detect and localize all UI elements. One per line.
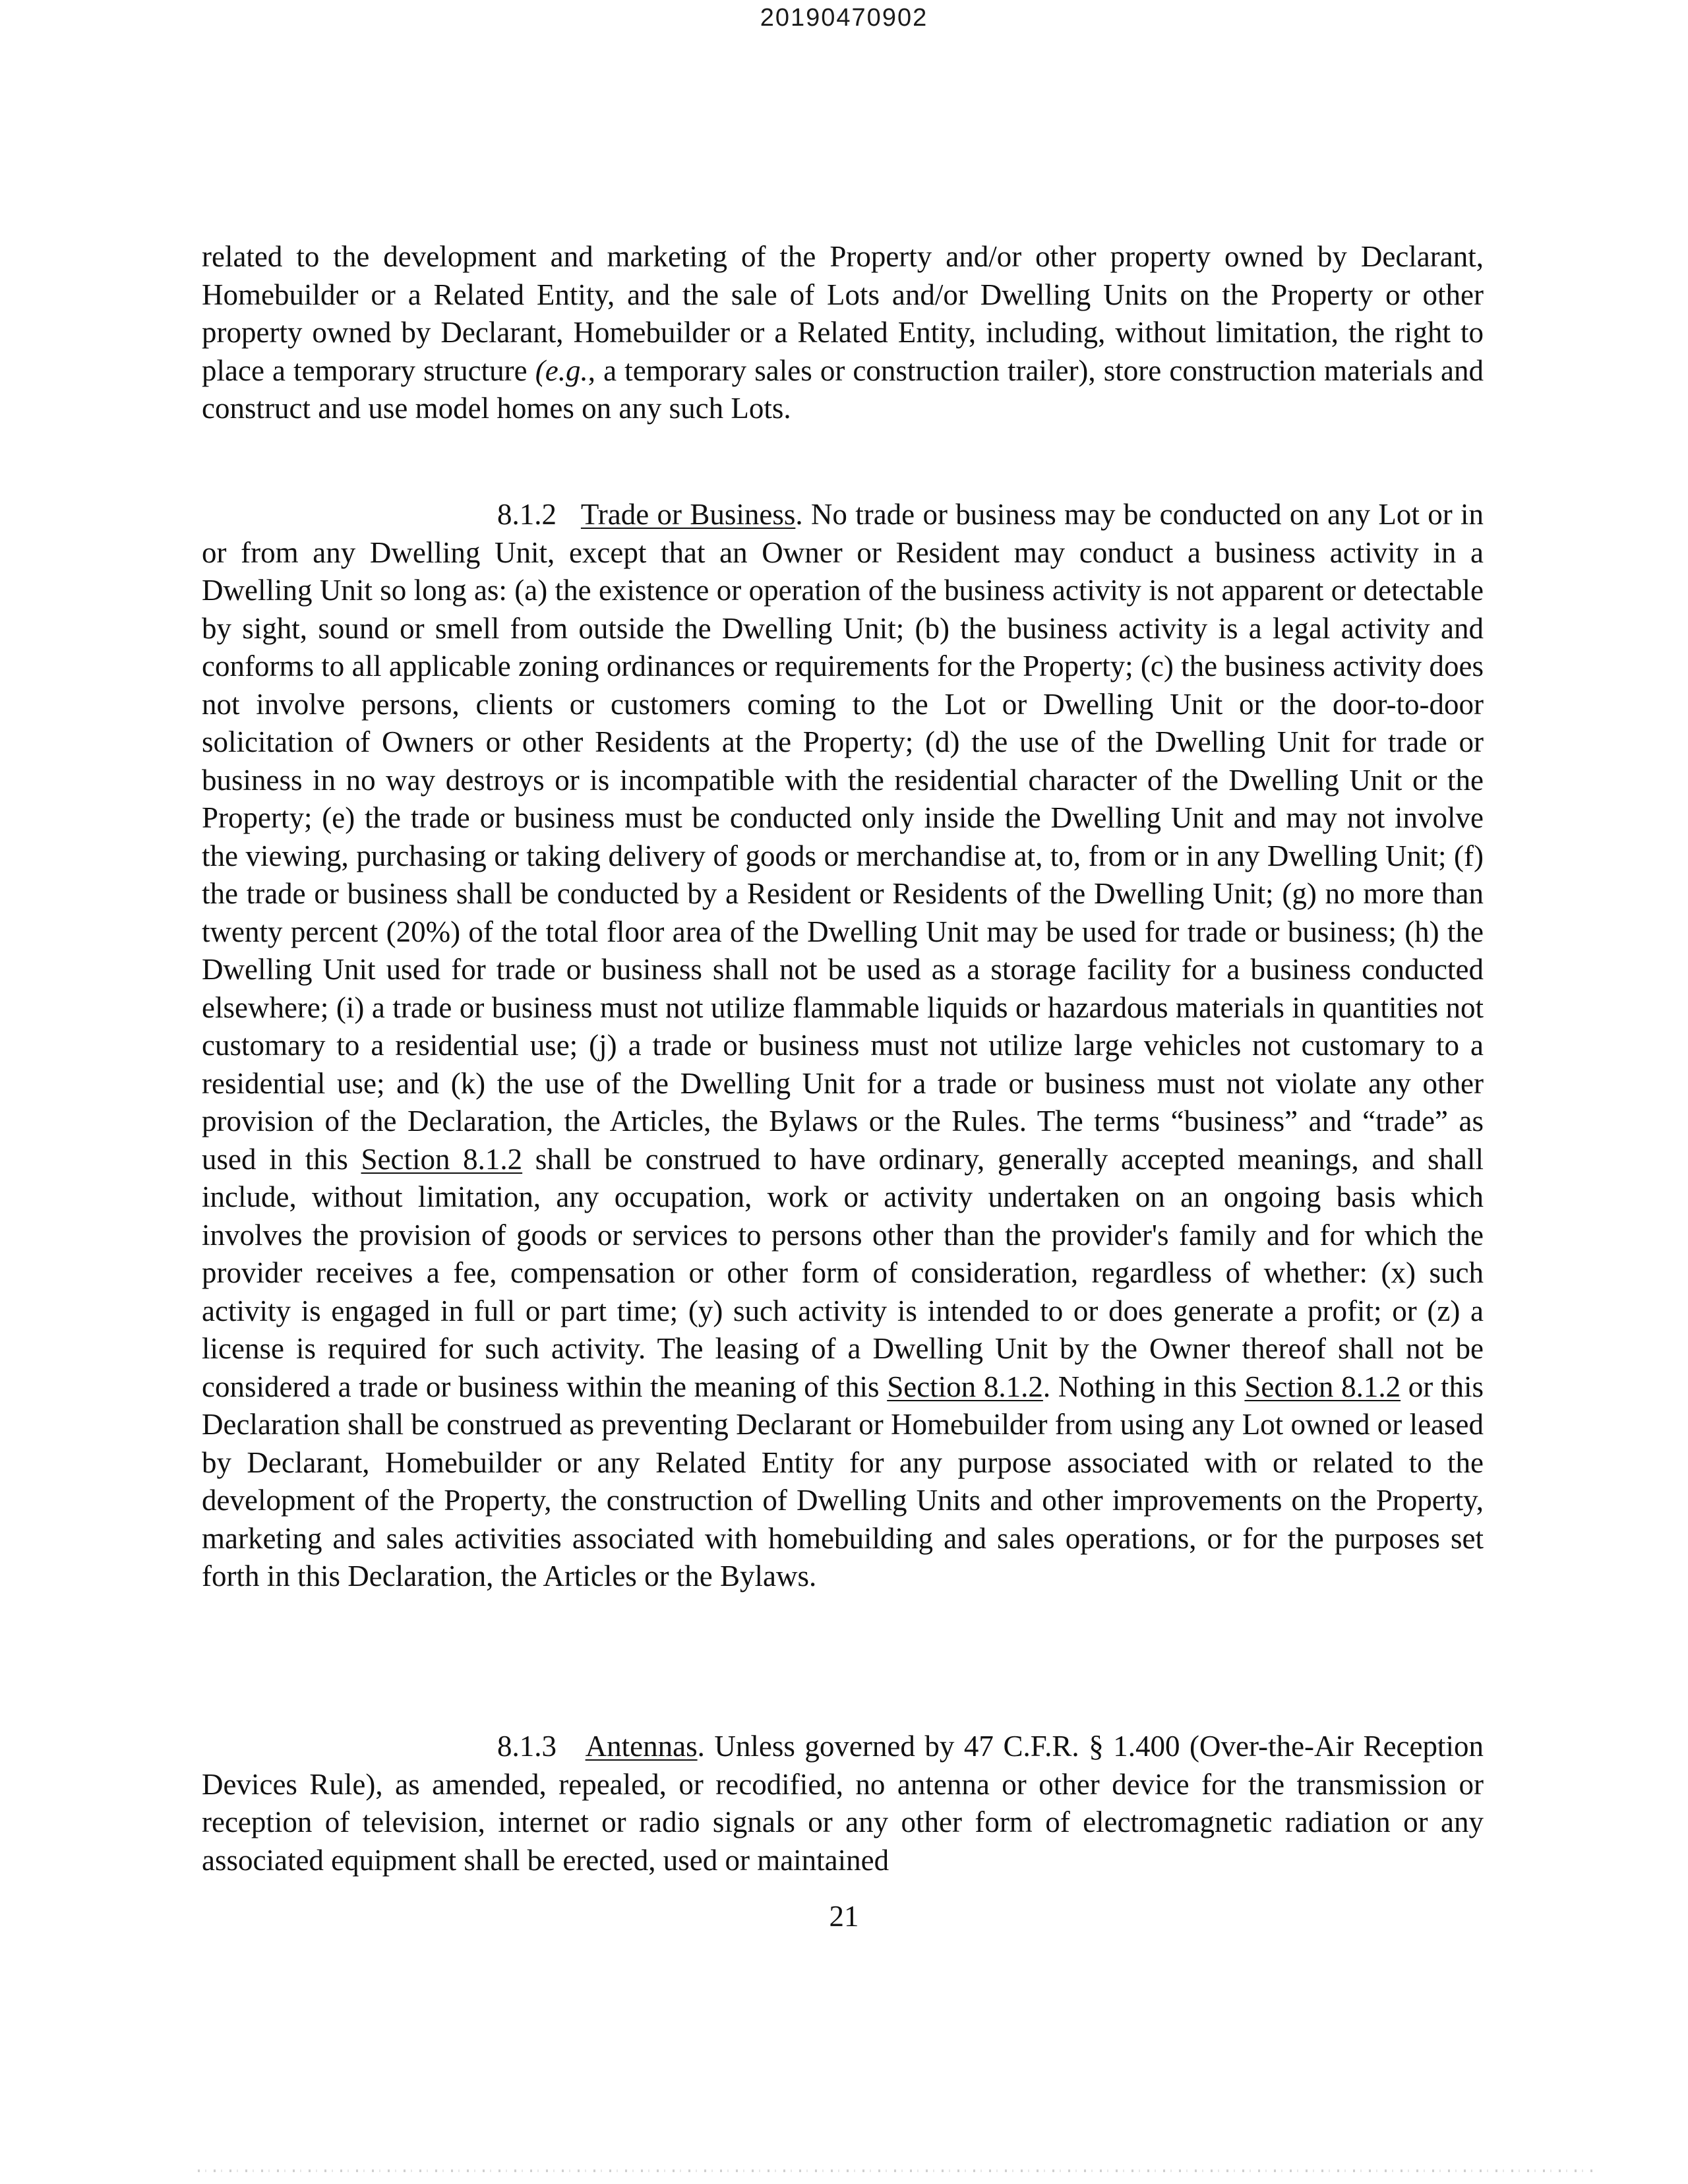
paragraph-text: or this Declaration shall be construed as preventing Declarant or Homebuilder from using any Lot owned or leased by Declarant, Homebuilder or any Related Entity for any purpose associated with or related to the development of the Property, the construction of Dwelling Units and other improvements on the Property, marketing and sales activities associated with homebuilding and sales operations, or for the purposes set forth in this Declaration, the Articles or the Bylaws. [202,1370,1484,1592]
page-number: 21 [829,1900,859,1933]
section-number: 8.1.3 [497,1730,557,1763]
section-number: 8.1.2 [497,498,557,531]
heading-period: . [795,498,803,531]
section-reference-link: Section 8.1.2 [887,1370,1043,1403]
section-8-1-3-paragraph [202,1728,1484,1879]
section-reference-link: Section 8.1.2 [361,1142,523,1176]
paragraph-text: Unless governed by 47 C.F.R. § 1.400 (Over-the-Air Reception Devices Rule), as amended, repealed, or recodified, no antenna or other device for the transmission or reception of television, internet or radio signals or any other form of electromagnetic radiation or any associated equipment shall be erected, used or maintained [202,1730,1484,1877]
section-8-1-2-paragraph [202,496,1484,1596]
section-heading: Antennas [585,1730,698,1763]
document-number: 20190470902 [760,4,928,32]
paragraph-continuation [202,238,1484,428]
section-heading: Trade or Business [580,498,796,531]
paragraph-text: . Nothing in this [1042,1370,1245,1403]
paragraph-text: shall be construed to have ordinary, generally accepted meanings, and shall include, without limitation, any occupation, work or activity undertaken on an ongoing basis which involves the provision of goods or services to persons other than the provider's family and for which the provider receives a fee, compensation or other form of consideration, regardless of whether: (x) such activity is engaged in full or part time; (y) such activity is intended to or does generate a profit; or (z) a license is required for such activity. The leasing of a Dwelling Unit by the Owner thereof shall not be considered a trade or business within the meaning of this [202,1142,1484,1403]
section-reference-link: Section 8.1.2 [1244,1370,1401,1403]
heading-period: . [697,1730,705,1763]
paragraph-text: , a temporary sales or construction trailer), store construction materials and construct and use model homes on any such Lots. [202,353,1484,425]
italic-eg: (e.g. [535,353,588,387]
paragraph-text: No trade or business may be conducted on any Lot or in or from any Dwelling Unit, except that an Owner or Resident may conduct a business activity in a Dwelling Unit so long as: (a) the existence or operation of the business activity is not apparent or detectable by sight, sound or smell from outside the Dwelling Unit; (b) the business activity is a legal activity and conforms to all applicable zoning ordinances or requirements for the Property; (c) the business activity does not involve persons, clients or customers coming to the Lot or Dwelling Unit or the door-to-door solicitation of Owners or other Residents at the Property; (d) the use of the Dwelling Unit for trade or business in no way destroys or is incompatible with the residential character of the Dwelling Unit or the Property; (e) the trade or business must be conducted only inside the Dwelling Unit and may not involve the viewing, purchasing or taking delivery of goods or merchandise at, to, from or in any Dwelling Unit; (f) the trade or business shall be conducted by a Resident or Residents of the Dwelling Unit; (g) no more than twenty percent (20%) of the total floor area of the Dwelling Unit may be used for trade or business; (h) the Dwelling Unit used for trade or business shall not be used as a storage facility for a business conducted elsewhere; (i) a trade or business must not utilize flammable liquids or hazardous materials in quantities not customary to a residential use; (j) a trade or business must not utilize large vehicles not customary to a residential use; and (k) the use of the Dwelling Unit for a trade or business must not violate any other provision of the Declaration, the Articles, the Bylaws or the Rules. The terms “business” and “trade” as used in this [202,498,1484,1176]
scan-artifact-line [198,2169,1596,2172]
paragraph-text: related to the development and marketing of the Property and/or other property owned by Declarant, Homebuilder or a Related Entity, and the sale of Lots and/or Dwelling Units on the Property or other property owned by Declarant, Homebuilder or a Related Entity, including, without limitation, the right to place a temporary structure [202,240,1484,387]
